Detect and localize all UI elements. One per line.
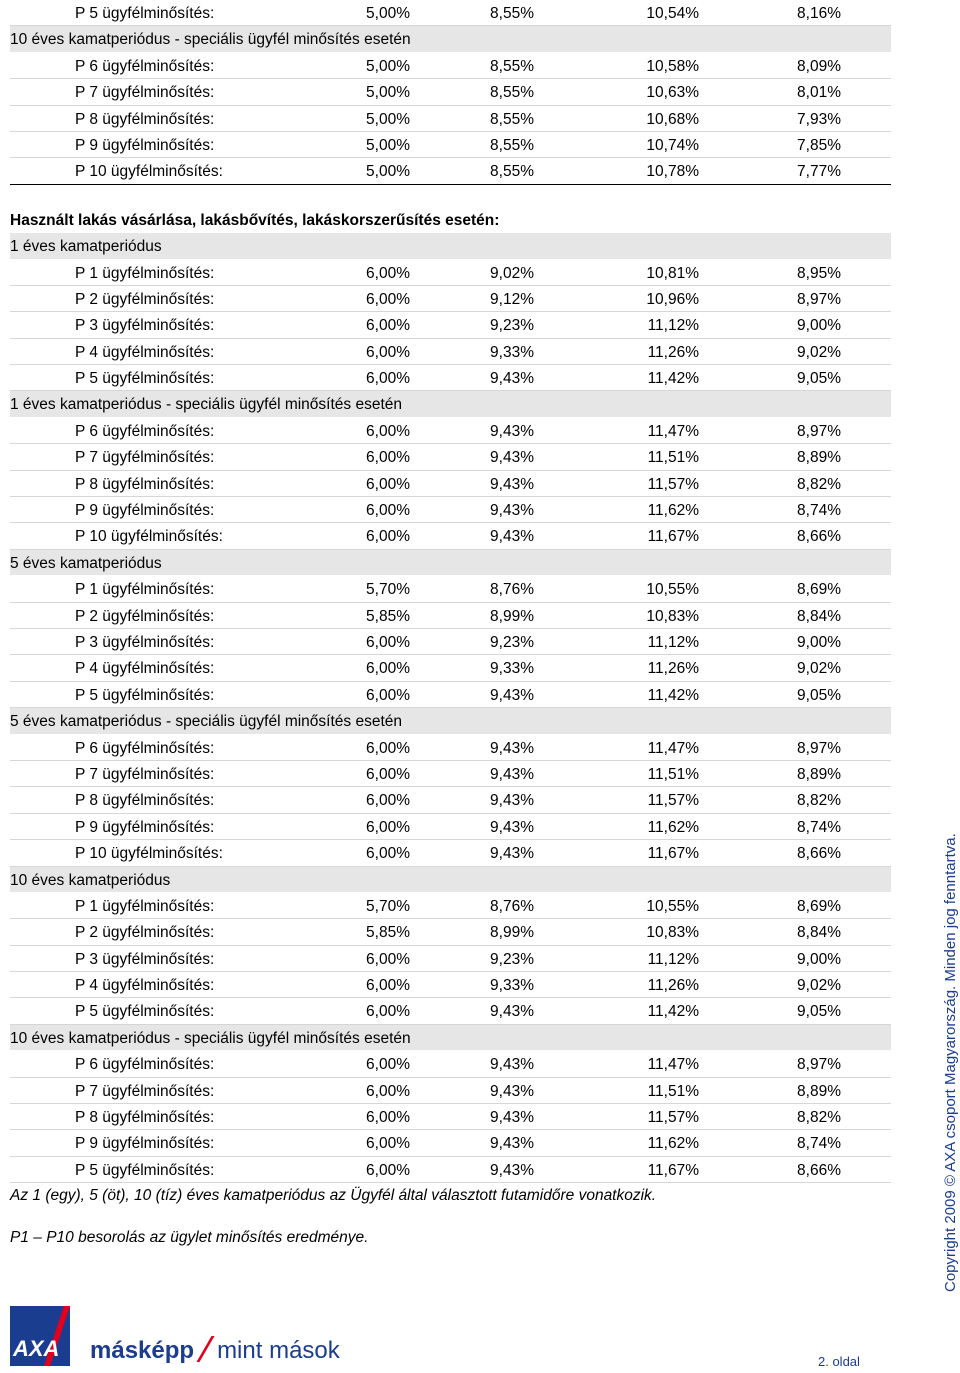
page-number: 2. oldal (818, 1354, 860, 1369)
group-header-label: 10 éves kamatperiódus - speciális ügyfél minősítés esetén (10, 31, 411, 49)
table-row (10, 972, 891, 998)
rate-cell-4: 8,84% (797, 924, 841, 942)
rate-cell-3: 11,26% (647, 343, 699, 361)
rate-cell-2: 9,43% (490, 792, 534, 810)
rate-cell-2: 8,76% (490, 897, 534, 915)
rate-table (10, 0, 891, 1183)
rate-cell-2: 9,23% (490, 950, 534, 968)
table-row (10, 79, 891, 105)
rate-cell-2: 9,43% (490, 818, 534, 836)
rate-cell-1: 6,00% (366, 1109, 410, 1127)
rating-label: P 9 ügyfélminősítés: (75, 818, 215, 836)
rating-label: P 9 ügyfélminősítés: (75, 136, 215, 154)
rate-cell-1: 6,00% (366, 370, 410, 388)
rating-label: P 3 ügyfélminősítés: (75, 950, 215, 968)
rating-label: P 9 ügyfélminősítés: (75, 502, 215, 520)
rate-cell-3: 11,57% (647, 1109, 699, 1127)
rate-cell-3: 11,51% (647, 1082, 699, 1100)
rate-cell-2: 9,43% (490, 449, 534, 467)
rate-cell-4: 8,89% (797, 765, 841, 783)
rate-cell-1: 6,00% (366, 977, 410, 995)
table-spacer (10, 185, 891, 207)
rate-cell-3: 10,81% (646, 264, 699, 282)
rate-cell-4: 9,05% (797, 686, 841, 704)
rate-cell-3: 10,55% (646, 897, 699, 915)
rate-cell-3: 10,55% (646, 581, 699, 599)
rate-cell-2: 9,33% (490, 660, 534, 678)
rate-cell-3: 11,47% (647, 739, 699, 757)
rate-cell-1: 6,00% (366, 502, 410, 520)
rate-cell-1: 6,00% (366, 317, 410, 335)
rate-cell-1: 6,00% (366, 1161, 410, 1179)
rate-cell-4: 8,74% (797, 502, 841, 520)
rate-cell-4: 8,74% (797, 818, 841, 836)
rate-cell-3: 10,83% (646, 924, 699, 942)
rate-cell-3: 11,67% (647, 845, 699, 863)
table-row (10, 761, 891, 787)
rate-cell-1: 5,00% (366, 110, 410, 128)
table-row (10, 1078, 891, 1104)
rate-cell-4: 8,95% (797, 264, 841, 282)
rating-label: P 5 ügyfélminősítés: (75, 5, 215, 22)
rate-cell-2: 9,43% (490, 1161, 534, 1179)
rate-cell-3: 10,68% (646, 110, 699, 128)
rating-label: P 7 ügyfélminősítés: (75, 765, 215, 783)
table-row (10, 1051, 891, 1077)
rate-cell-2: 8,55% (490, 84, 534, 102)
group-header-label: 10 éves kamatperiódus (10, 871, 171, 889)
rating-label: P 5 ügyfélminősítés: (75, 686, 215, 704)
rate-cell-4: 8,66% (797, 1161, 841, 1179)
rate-cell-2: 9,43% (490, 1109, 534, 1127)
rate-cell-3: 10,78% (646, 163, 699, 181)
rating-label: P 4 ügyfélminősítés: (75, 343, 215, 361)
rate-cell-4: 8,74% (797, 1135, 841, 1153)
rating-label: P 8 ügyfélminősítés: (75, 792, 215, 810)
rate-cell-2: 9,12% (490, 290, 534, 308)
rate-cell-3: 10,83% (646, 607, 699, 625)
rating-label: P 6 ügyfélminősítés: (75, 739, 215, 757)
table-row (10, 735, 891, 761)
table-row (10, 365, 891, 391)
rate-cell-1: 6,00% (366, 950, 410, 968)
footnote-rating: P1 – P10 besorolás az ügylet minősítés eredménye. (10, 1229, 369, 1246)
table-row (10, 629, 891, 655)
rate-cell-4: 9,02% (797, 660, 841, 678)
rate-cell-2: 9,43% (490, 475, 534, 493)
rate-cell-4: 8,69% (797, 581, 841, 599)
group-header-label: 5 éves kamatperiódus - speciális ügyfél minősítés esetén (10, 713, 403, 731)
rating-label: P 1 ügyfélminősítés: (75, 264, 215, 282)
group-header-row (10, 1025, 891, 1051)
rate-cell-2: 9,43% (490, 528, 534, 546)
rate-cell-2: 9,23% (490, 633, 534, 651)
rate-cell-4: 8,97% (797, 290, 841, 308)
rate-cell-1: 5,00% (366, 84, 410, 102)
table-row (10, 0, 891, 26)
rate-cell-2: 9,43% (490, 765, 534, 783)
rate-cell-2: 8,55% (490, 136, 534, 154)
rate-cell-1: 6,00% (366, 686, 410, 704)
rate-cell-4: 8,09% (797, 57, 841, 75)
rate-cell-3: 11,42% (647, 686, 699, 704)
rate-cell-1: 5,00% (366, 163, 410, 181)
group-header-row (10, 26, 891, 52)
tagline-part-1: másképp (90, 1337, 195, 1364)
table-row (10, 158, 891, 184)
rate-cell-3: 11,12% (647, 317, 699, 335)
table-row (10, 444, 891, 470)
rate-cell-4: 9,00% (797, 633, 841, 651)
rate-cell-4: 8,84% (797, 607, 841, 625)
rate-cell-3: 11,26% (647, 660, 699, 678)
rate-cell-1: 6,00% (366, 1135, 410, 1153)
rate-cell-1: 6,00% (366, 1003, 410, 1021)
rate-cell-1: 6,00% (366, 660, 410, 678)
rate-cell-1: 6,00% (366, 739, 410, 757)
rate-cell-3: 10,63% (646, 84, 699, 102)
group-header-label: 1 éves kamatperiódus - speciális ügyfél minősítés esetén (10, 396, 403, 414)
rate-cell-3: 11,42% (647, 1003, 699, 1021)
rate-cell-2: 9,43% (490, 1003, 534, 1021)
rate-cell-4: 8,82% (797, 475, 841, 493)
rating-label: P 7 ügyfélminősítés: (75, 449, 215, 467)
table-row (10, 814, 891, 840)
section-heading (10, 207, 891, 233)
rate-cell-3: 11,12% (647, 950, 699, 968)
rate-cell-1: 6,00% (366, 818, 410, 836)
rate-cell-4: 8,97% (797, 739, 841, 757)
rate-cell-4: 8,97% (797, 422, 841, 440)
table-row (10, 53, 891, 79)
rate-cell-4: 8,01% (797, 84, 841, 102)
table-row (10, 893, 891, 919)
rate-cell-4: 7,85% (797, 136, 841, 154)
axa-logo-text: AXA (13, 1336, 60, 1361)
rate-cell-1: 5,85% (366, 607, 410, 625)
rating-label: P 5 ügyfélminősítés: (75, 370, 215, 388)
rate-cell-3: 11,67% (647, 1161, 699, 1179)
tagline-slash (197, 1336, 215, 1362)
table-row (10, 919, 891, 945)
group-header-row (10, 233, 891, 259)
rate-cell-2: 9,43% (490, 1056, 534, 1074)
rate-cell-2: 8,76% (490, 581, 534, 599)
rate-cell-2: 8,55% (490, 57, 534, 75)
table-row (10, 655, 891, 681)
table-row (10, 1104, 891, 1130)
table-row (10, 946, 891, 972)
rating-label: P 8 ügyfélminősítés: (75, 1109, 215, 1127)
rate-cell-4: 8,82% (797, 792, 841, 810)
rate-cell-2: 8,99% (490, 607, 534, 625)
rate-cell-4: 9,00% (797, 317, 841, 335)
rate-cell-3: 11,57% (647, 792, 699, 810)
rating-label: P 4 ügyfélminősítés: (75, 977, 215, 995)
rate-cell-3: 11,67% (647, 528, 699, 546)
rate-cell-1: 6,00% (366, 792, 410, 810)
rate-cell-4: 8,97% (797, 1056, 841, 1074)
rating-label: P 8 ügyfélminősítés: (75, 110, 215, 128)
rating-label: P 4 ügyfélminősítés: (75, 660, 215, 678)
tagline-part-2: mint mások (217, 1337, 340, 1364)
rate-cell-4: 9,02% (797, 977, 841, 995)
rate-cell-1: 6,00% (366, 343, 410, 361)
rate-cell-2: 8,99% (490, 924, 534, 942)
rating-label: P 6 ügyfélminősítés: (75, 422, 215, 440)
table-row (10, 682, 891, 708)
rating-label: P 1 ügyfélminősítés: (75, 897, 215, 915)
table-row (10, 1130, 891, 1156)
table-row (10, 840, 891, 866)
table-row (10, 998, 891, 1024)
rate-cell-4: 9,00% (797, 950, 841, 968)
rate-cell-1: 6,00% (366, 1082, 410, 1100)
rate-cell-3: 10,96% (646, 290, 699, 308)
rating-label: P 6 ügyfélminősítés: (75, 1056, 215, 1074)
table-row (10, 286, 891, 312)
rate-cell-3: 11,12% (647, 633, 699, 651)
table-row (10, 312, 891, 338)
rate-cell-1: 6,00% (366, 449, 410, 467)
rate-cell-3: 11,47% (647, 422, 699, 440)
rate-cell-3: 11,62% (647, 818, 699, 836)
table-row (10, 603, 891, 629)
rate-cell-1: 5,00% (366, 57, 410, 75)
footnote-period: Az 1 (egy), 5 (öt), 10 (tíz) éves kamatperiódus az Ügyfél által választott futamidőre vonatkozik. (10, 1187, 657, 1204)
rate-cell-1: 5,85% (366, 924, 410, 942)
rate-cell-4: 8,89% (797, 449, 841, 467)
brand-tagline (90, 1336, 340, 1372)
table-row (10, 106, 891, 132)
rate-cell-1: 6,00% (366, 845, 410, 863)
group-header-row (10, 391, 891, 417)
section-heading-text: Használt lakás vásárlása, lakásbővítés, lakáskorszerűsítés esetén: (10, 211, 500, 229)
rating-label: P 6 ügyfélminősítés: (75, 57, 215, 75)
rate-cell-2: 9,02% (490, 264, 534, 282)
rating-label: P 7 ügyfélminősítés: (75, 84, 215, 102)
rating-label: P 7 ügyfélminősítés: (75, 1082, 215, 1100)
table-row (10, 260, 891, 286)
table-row (10, 339, 891, 365)
rate-cell-2: 9,33% (490, 343, 534, 361)
rate-cell-4: 8,89% (797, 1082, 841, 1100)
rate-cell-1: 6,00% (366, 528, 410, 546)
rate-cell-3: 10,74% (646, 136, 699, 154)
rate-cell-2: 9,43% (490, 739, 534, 757)
group-header-row (10, 867, 891, 893)
table-row (10, 471, 891, 497)
rate-cell-2: 9,43% (490, 502, 534, 520)
rate-cell-3: 11,42% (647, 370, 699, 388)
rate-cell-3: 10,58% (646, 57, 699, 75)
table-row (10, 132, 891, 158)
rate-cell-1: 5,00% (366, 136, 410, 154)
group-header-row (10, 550, 891, 576)
rate-cell-3: 11,26% (647, 977, 699, 995)
rating-label: P 8 ügyfélminősítés: (75, 475, 215, 493)
rating-label: P 3 ügyfélminősítés: (75, 633, 215, 651)
rate-cell-2: 9,43% (490, 370, 534, 388)
rating-label: P 3 ügyfélminősítés: (75, 317, 215, 335)
rate-cell-4: 8,82% (797, 1109, 841, 1127)
rate-cell-1: 6,00% (366, 290, 410, 308)
rate-cell-4: 8,66% (797, 528, 841, 546)
rating-label: P 5 ügyfélminősítés: (75, 1161, 215, 1179)
rate-cell-2: 9,43% (490, 686, 534, 704)
table-row (10, 787, 891, 813)
rating-label: P 10 ügyfélminősítés: (75, 528, 223, 546)
rate-cell-2: 9,33% (490, 977, 534, 995)
group-header-label: 5 éves kamatperiódus (10, 554, 162, 572)
rating-label: P 2 ügyfélminősítés: (75, 924, 215, 942)
table-row (10, 497, 891, 523)
table-row (10, 418, 891, 444)
rate-cell-4: 8,69% (797, 897, 841, 915)
group-header-label: 10 éves kamatperiódus - speciális ügyfél minősítés esetén (10, 1029, 411, 1047)
rate-cell-1: 5,00% (366, 5, 410, 22)
group-header-row (10, 708, 891, 734)
rate-cell-2: 8,55% (490, 110, 534, 128)
rate-cell-3: 11,47% (647, 1056, 699, 1074)
group-header-label: 1 éves kamatperiódus (10, 238, 162, 256)
rate-cell-1: 6,00% (366, 765, 410, 783)
rate-cell-3: 11,51% (647, 765, 699, 783)
rate-cell-2: 9,43% (490, 1135, 534, 1153)
rate-cell-2: 8,55% (490, 163, 534, 181)
rate-cell-4: 7,77% (797, 163, 841, 181)
rate-cell-1: 5,70% (366, 897, 410, 915)
table-row (10, 523, 891, 549)
rate-cell-4: 8,16% (797, 5, 841, 22)
rate-cell-3: 10,54% (646, 5, 699, 22)
copyright-notice: Copyright 2009 © AXA csoport Magyarország. Minden jog fenntartva. (942, 833, 959, 1292)
rating-label: P 2 ügyfélminősítés: (75, 607, 215, 625)
rate-cell-2: 8,55% (490, 5, 534, 22)
axa-logo-icon (10, 1306, 70, 1366)
rating-label: P 10 ügyfélminősítés: (75, 163, 223, 181)
rating-label: P 5 ügyfélminősítés: (75, 1003, 215, 1021)
rating-label: P 1 ügyfélminősítés: (75, 581, 215, 599)
rate-cell-3: 11,51% (647, 449, 699, 467)
rate-cell-2: 9,43% (490, 845, 534, 863)
rating-label: P 10 ügyfélminősítés: (75, 845, 223, 863)
rate-cell-1: 5,70% (366, 581, 410, 599)
rate-cell-4: 8,66% (797, 845, 841, 863)
table-row (10, 1157, 891, 1183)
rate-cell-4: 9,02% (797, 343, 841, 361)
rate-cell-2: 9,43% (490, 422, 534, 440)
rate-cell-2: 9,23% (490, 317, 534, 335)
rate-cell-1: 6,00% (366, 475, 410, 493)
table-row (10, 576, 891, 602)
rate-cell-1: 6,00% (366, 633, 410, 651)
rate-cell-3: 11,62% (647, 502, 699, 520)
rating-label: P 2 ügyfélminősítés: (75, 290, 215, 308)
rate-cell-1: 6,00% (366, 264, 410, 282)
rate-cell-4: 9,05% (797, 1003, 841, 1021)
rate-cell-4: 7,93% (797, 110, 841, 128)
rate-cell-1: 6,00% (366, 422, 410, 440)
rate-cell-3: 11,57% (647, 475, 699, 493)
rate-cell-4: 9,05% (797, 370, 841, 388)
rate-cell-1: 6,00% (366, 1056, 410, 1074)
rating-label: P 9 ügyfélminősítés: (75, 1135, 215, 1153)
rate-cell-2: 9,43% (490, 1082, 534, 1100)
rate-cell-3: 11,62% (647, 1135, 699, 1153)
